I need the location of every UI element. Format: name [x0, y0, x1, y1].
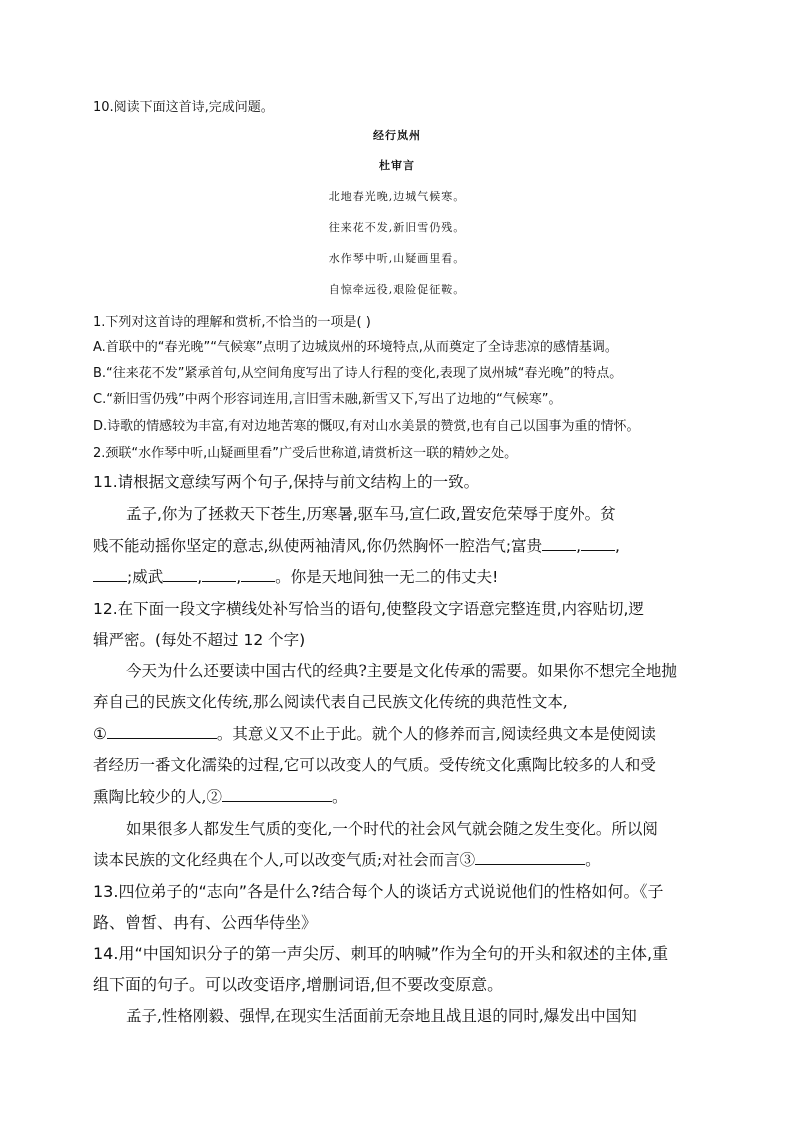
option-c: C.“新旧雪仍残”中两个形容词连用,言旧雪未融,新雪又下,写出了边地的“气候寒”。 [93, 392, 562, 407]
blank-marker: ① [93, 725, 107, 743]
q10-sub1-stem: 1.下列对这首诗的理解和赏析,不恰当的一项是( ) [93, 315, 371, 330]
q14-stem: 14.用“中国知识分子的第一声尖厉、刺耳的呐喊”作为全句的开头和叙述的主体,重 [93, 944, 669, 963]
option-a: A.首联中的“春光晚”“气候寒”点明了边城岚州的环境特点,从而奠定了全诗悲凉的感情基调。 [93, 340, 618, 355]
answer-blank[interactable] [93, 567, 127, 582]
answer-blank[interactable] [542, 536, 576, 551]
option-d: D.诗歌的情感较为丰富,有对边地苦寒的慨叹,有对山水美景的赞赏,也有自己以国事为重的情怀。 [93, 419, 640, 434]
q11-line: 贱不能动摇你坚定的意志,纵使两袖清风,你仍然胸怀一腔浩气;富贵 , , [93, 537, 620, 555]
q12-stem: 12.在下面一段文字横线处补写恰当的语句,使整段文字语意完整连贯,内容贴切,逻 [93, 600, 644, 618]
answer-blank-1[interactable] [107, 724, 217, 739]
q14-passage-line: 孟子,性格刚毅、强悍,在现实生活面前无奈地且战且退的同时,爆发出中国知 [126, 1007, 637, 1025]
answer-blank[interactable] [202, 567, 236, 582]
q12-passage-line: ① 。其意义又不止于此。就个人的修养而言,阅读经典文本是使阅读 [93, 725, 656, 743]
q12-passage-line: 熏陶比较少的人,② 。 [93, 788, 348, 806]
poem-verse: 自惊牵远役,艰险促征鞍。 [328, 283, 466, 296]
poem-verse: 北地春光晚,边城气候寒。 [328, 190, 466, 203]
q11-line: ;威武 , , 。你是天地间独一无二的伟丈夫! [93, 565, 498, 587]
option-b: B.“往来花不发”紧承首句,从空间角度写出了诗人行程的变化,表现了岚州城“春光晚”的特点。 [93, 366, 623, 381]
blank-marker: ② [206, 788, 222, 806]
answer-blank-3[interactable] [475, 850, 585, 865]
q12-passage-line: 如果很多人都发生气质的变化,一个时代的社会风气就会随之发生变化。所以阅 [126, 820, 658, 838]
poem-verse: 往来花不发,新旧雪仍残。 [328, 221, 466, 234]
q12-passage-line: 者经历一番文化濡染的过程,它可以改变人的气质。受传统文化熏陶比较多的人和受 [93, 756, 656, 774]
answer-blank-2[interactable] [222, 787, 332, 802]
q12-passage-line: 弃自己的民族文化传统,那么阅读代表自己民族文化传统的典范性文本, [93, 693, 568, 711]
q12-stem: 辑严密。(每处不超过 12 个字) [93, 631, 306, 649]
blank-marker: ③ [459, 851, 476, 869]
answer-blank[interactable] [163, 567, 197, 582]
q14-stem: 组下面的句子。可以改变语序,增删词语,但不要改变原意。 [93, 975, 504, 994]
q11-stem: 11.请根据文意续写两个句子,保持与前文结构上的一致。 [93, 473, 480, 491]
poem-verse: 水作琴中听,山疑画里看。 [328, 252, 466, 265]
answer-blank[interactable] [241, 567, 275, 582]
answer-blank[interactable] [581, 536, 615, 551]
q13-stem: 13.四位弟子的“志向”各是什么?结合每个人的谈话方式说说他们的性格如何。《子 [93, 882, 664, 901]
q12-passage-line: 读本民族的文化经典在个人,可以改变气质;对社会而言③ 。 [93, 851, 601, 869]
q13-stem: 路、曾皙、冉有、公西华侍坐》 [93, 913, 318, 932]
q10-prompt: 10.阅读下面这首诗,完成问题。 [93, 100, 274, 115]
poem-title: 经行岚州 [373, 129, 421, 142]
poem-author: 杜审言 [379, 159, 415, 172]
q10-sub2-stem: 2.颈联“水作琴中听,山疑画里看”广受后世称道,请赏析这一联的精妙之处。 [93, 446, 518, 461]
q12-passage-line: 今天为什么还要读中国古代的经典?主要是文化传承的需要。如果你不想完全地抛 [126, 662, 677, 680]
q11-line: 孟子,你为了拯救天下苍生,历寒暑,驱车马,宣仁政,置安危荣辱于度外。贫 [126, 505, 616, 523]
